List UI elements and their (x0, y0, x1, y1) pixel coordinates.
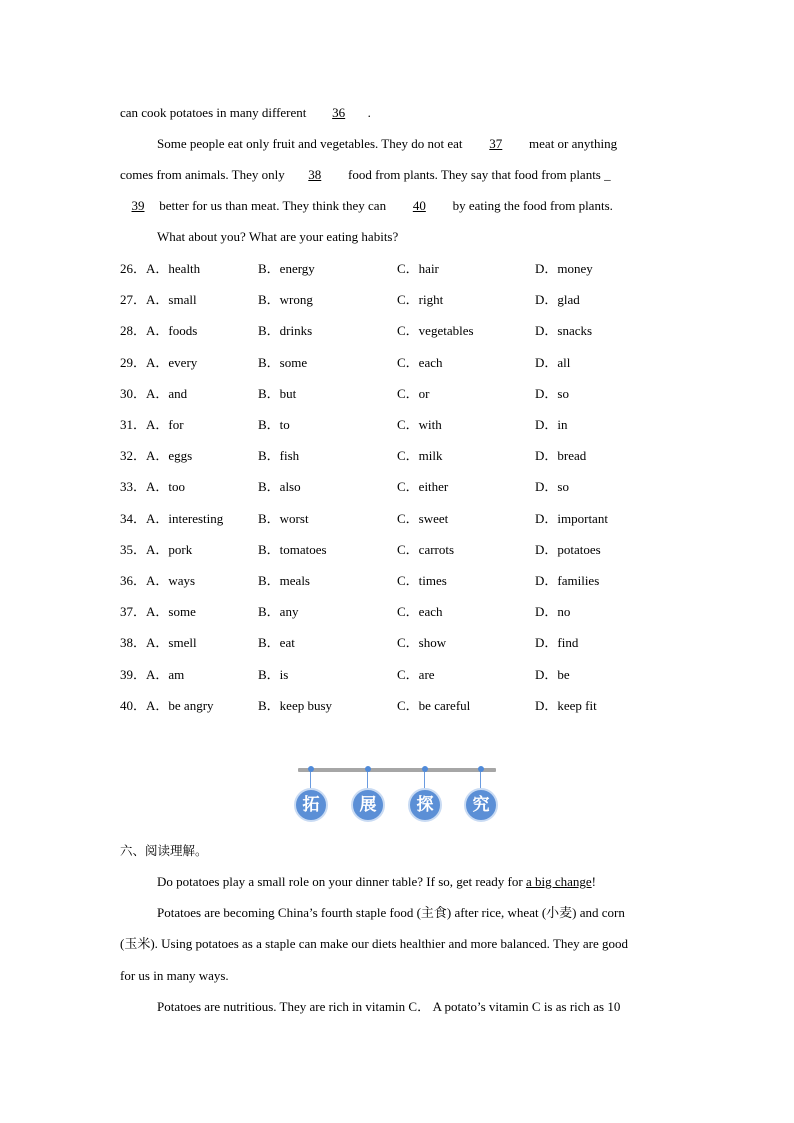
passage-text: . (367, 105, 371, 120)
banner-char-4: 究 (464, 788, 498, 822)
question-row (120, 386, 680, 402)
passage-line-5: What about you? What are your eating habits? (157, 229, 399, 244)
question-row (120, 604, 680, 620)
passage-line-1 (120, 105, 676, 121)
question-number: 36． (120, 573, 147, 588)
option-d: D．all (535, 355, 571, 370)
option-b: B．worst (258, 511, 309, 526)
option-a: A．small (146, 292, 197, 307)
option-b: B．wrong (258, 292, 313, 307)
option-a: A．be angry (146, 698, 214, 713)
reading-para-2-line-1: Potatoes are becoming China’s fourth staple food (主食) after rice, wheat (小麦) and corn (157, 905, 625, 920)
option-d: D．in (535, 417, 568, 432)
question-number-and-option-a (120, 698, 214, 714)
option-d: D．glad (535, 292, 580, 307)
option-b: B．tomatoes (258, 542, 327, 557)
question-row (120, 479, 680, 495)
question-number-and-option-a (120, 448, 192, 464)
option-c: C．each (397, 355, 443, 370)
option-a: A．and (146, 386, 188, 401)
option-d: D．money (535, 261, 593, 276)
option-c: C．or (397, 386, 430, 401)
option-a: A．too (146, 479, 186, 494)
question-row (120, 635, 680, 651)
option-b: B．to (258, 417, 290, 432)
option-c: C．right (397, 292, 444, 307)
option-b: B．some (258, 355, 308, 370)
question-number: 35． (120, 542, 147, 557)
option-b: B．but (258, 386, 297, 401)
option-d: D．snacks (535, 323, 593, 338)
banner-dot (308, 766, 314, 772)
reading-para-2-line-2: (玉米). Using potatoes as a staple can make our diets healthier and more balanced. They are good (120, 936, 629, 951)
question-number-and-option-a (120, 479, 185, 495)
reading-text: ! (591, 874, 596, 889)
passage-text: can cook potatoes in many different (120, 105, 310, 120)
question-number: 33． (120, 479, 147, 494)
passage-text: food from plants. They say that food from plants _ (344, 167, 611, 182)
question-number: 29． (120, 355, 147, 370)
question-number: 31． (120, 417, 147, 432)
option-a: A．eggs (146, 448, 193, 463)
option-d: D．no (535, 604, 571, 619)
blank-37: 37 (489, 136, 503, 151)
question-row (120, 292, 680, 308)
banner-dot (478, 766, 484, 772)
option-c: C．vegetables (397, 323, 474, 338)
reading-para-3-line-1: Potatoes are nutritious. They are rich in vitamin C． A potato’s vitamin C is as rich as 10 (157, 999, 621, 1014)
question-number-and-option-a (120, 292, 197, 308)
question-number-and-option-a (120, 573, 195, 589)
option-d: D．so (535, 479, 569, 494)
option-c: C．times (397, 573, 447, 588)
option-a: A．am (146, 667, 185, 682)
passage-text: by eating the food from plants. (449, 198, 613, 213)
option-c: C．sweet (397, 511, 449, 526)
underlined-phrase: a big change (525, 874, 592, 889)
option-b: B．drinks (258, 323, 313, 338)
question-row (120, 448, 680, 464)
question-number-and-option-a (120, 511, 223, 527)
option-a: A．for (146, 417, 184, 432)
option-a: A．pork (146, 542, 193, 557)
option-a: A．interesting (146, 511, 224, 526)
question-row (120, 511, 680, 527)
option-b: B．is (258, 667, 289, 682)
question-row (120, 261, 680, 277)
option-c: C．are (397, 667, 435, 682)
question-number: 39． (120, 667, 147, 682)
blank-36: 36 (332, 105, 346, 120)
question-number: 40． (120, 698, 147, 713)
question-row (120, 698, 680, 714)
question-row (120, 355, 680, 371)
option-b: B．eat (258, 635, 295, 650)
section-heading: 六、阅读理解。 (120, 843, 208, 858)
option-a: A．health (146, 261, 201, 276)
option-c: C．show (397, 635, 447, 650)
blank-38: 38 (308, 167, 322, 182)
question-row (120, 542, 680, 558)
option-c: C．hair (397, 261, 439, 276)
question-number-and-option-a (120, 417, 184, 433)
question-row (120, 417, 680, 433)
option-d: D．bread (535, 448, 587, 463)
option-b: B．meals (258, 573, 310, 588)
question-number: 38． (120, 635, 147, 650)
reading-text: Do potatoes play a small role on your dinner table? If so, get ready for (157, 874, 526, 889)
question-number-and-option-a (120, 355, 197, 371)
banner-char-2: 展 (351, 788, 385, 822)
banner-dot (422, 766, 428, 772)
option-b: B．any (258, 604, 299, 619)
question-row (120, 573, 680, 589)
question-row (120, 667, 680, 683)
blank-40: 40 (412, 198, 426, 213)
option-c: C．milk (397, 448, 443, 463)
question-number: 34． (120, 511, 147, 526)
passage-text: Some people eat only fruit and vegetables. They do not eat (157, 136, 466, 151)
option-a: A．every (146, 355, 198, 370)
banner-char-3: 探 (408, 788, 442, 822)
option-d: D．important (535, 511, 608, 526)
option-b: B．fish (258, 448, 300, 463)
option-a: A．smell (146, 635, 197, 650)
option-a: A．ways (146, 573, 196, 588)
banner-bar (298, 768, 496, 772)
question-number-and-option-a (120, 261, 200, 277)
question-row (120, 323, 680, 339)
question-number-and-option-a (120, 667, 184, 683)
option-c: C．either (397, 479, 449, 494)
question-number: 28． (120, 323, 147, 338)
option-c: C．with (397, 417, 442, 432)
question-number-and-option-a (120, 604, 196, 620)
question-number-and-option-a (120, 386, 187, 402)
passage-text: comes from animals. They only (120, 167, 285, 182)
option-b: B．energy (258, 261, 315, 276)
reading-para-2-line-3: for us in many ways. (120, 968, 229, 983)
passage-text: better for us than meat. They think they can (156, 198, 390, 213)
option-d: D．find (535, 635, 579, 650)
option-d: D．so (535, 386, 569, 401)
passage-line-3 (120, 167, 676, 183)
option-d: D．potatoes (535, 542, 601, 557)
passage-text: meat or anything (525, 136, 618, 151)
option-d: D．keep fit (535, 698, 597, 713)
banner-dot (365, 766, 371, 772)
option-c: C．each (397, 604, 443, 619)
option-a: A．foods (146, 323, 198, 338)
option-a: A．some (146, 604, 196, 619)
reading-para-1 (157, 874, 676, 890)
question-number: 32． (120, 448, 147, 463)
option-d: D．be (535, 667, 570, 682)
option-b: B．keep busy (258, 698, 333, 713)
option-c: C．be careful (397, 698, 471, 713)
question-number-and-option-a (120, 635, 197, 651)
option-c: C．carrots (397, 542, 455, 557)
option-b: B．also (258, 479, 301, 494)
question-number: 27． (120, 292, 147, 307)
section-banner (290, 760, 502, 824)
question-number-and-option-a (120, 542, 192, 558)
banner-char-1: 拓 (294, 788, 328, 822)
passage-line-4 (120, 198, 676, 214)
passage-line-2 (157, 136, 676, 152)
question-number: 26． (120, 261, 147, 276)
question-number-and-option-a (120, 323, 197, 339)
question-number: 30． (120, 386, 147, 401)
question-number: 37． (120, 604, 147, 619)
option-d: D．families (535, 573, 600, 588)
blank-39: 39 (131, 198, 145, 213)
